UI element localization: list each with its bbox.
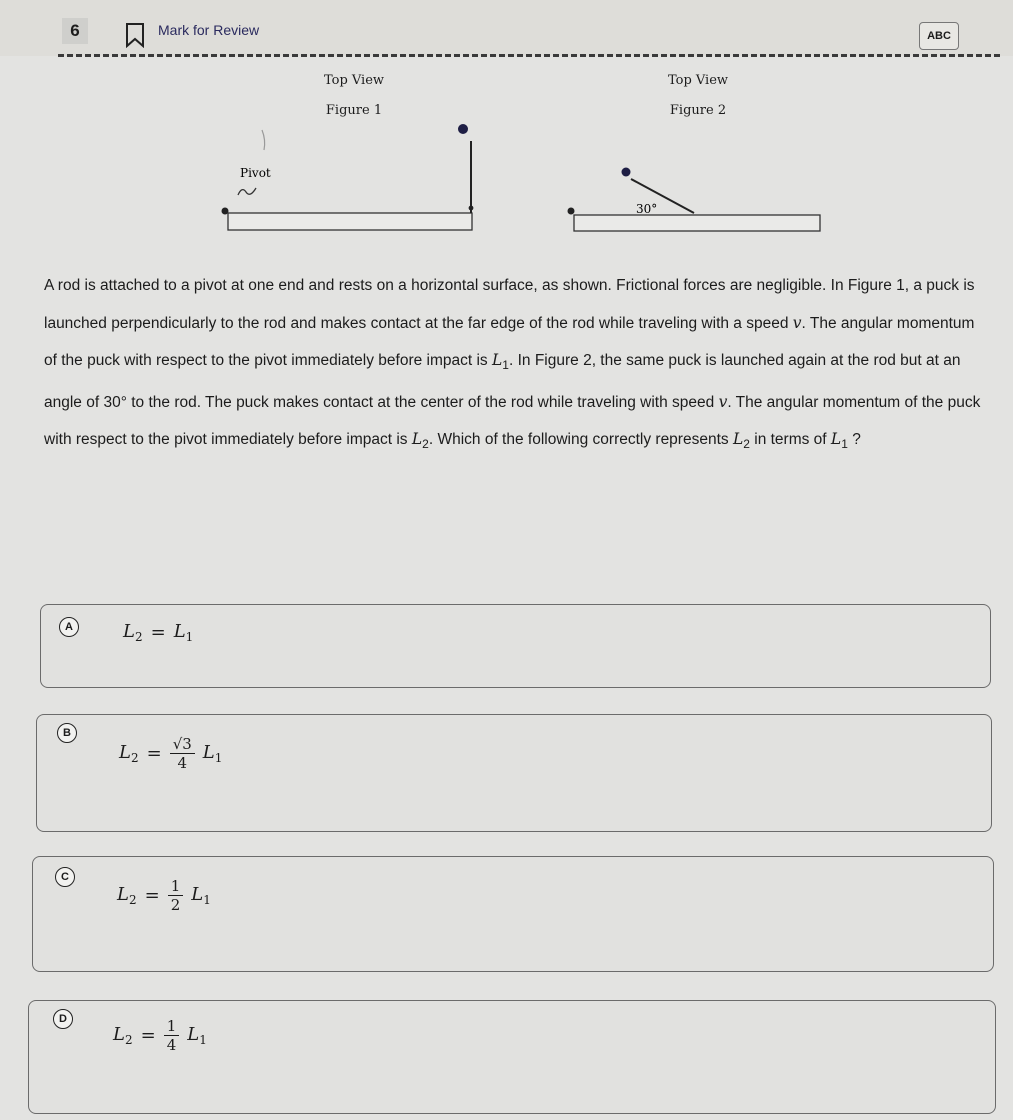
figure2-name-label: Figure 2 — [669, 103, 727, 118]
mark-for-review-label[interactable]: Mark for Review — [158, 22, 260, 38]
choice-d[interactable] — [28, 1000, 996, 1114]
choice-d-fraction: $\frac{1}{4}$ — [164, 1017, 180, 1054]
figure2-puck — [622, 168, 631, 177]
choice-c-formula: $L_2$ = $\frac{1}{2}$ $L_1$ — [117, 877, 211, 914]
figure2-pivot-point — [568, 208, 575, 215]
figure2-diagram — [568, 168, 821, 232]
figure1-rod — [228, 213, 472, 230]
figure1-puck — [458, 124, 468, 134]
abc-eliminator-button[interactable]: ABC — [919, 22, 959, 50]
angle-label: 30° — [636, 202, 658, 216]
faint-mark — [262, 130, 265, 150]
choice-c-letter[interactable]: C — [55, 867, 75, 887]
choice-b[interactable] — [36, 714, 992, 832]
figure1-diagram — [222, 124, 474, 230]
figure1-view-label: Top View — [323, 73, 385, 88]
question-text: A rod is attached to a pivot at one end and rests on a horizontal surface, as shown. Frictional forces are negligible. In Figure 1, a puck is launched perpendicularly to the rod and makes contact at the far edge of the rod while traveling with a speed v. The angular momentum of the puck with respect to the pivot immediately before impact is $L_1$. In Figure 2, the same puck is launched again at the rod but at an angle of 30° to the rod. The puck makes contact at the center of the rod while traveling with speed v. The angular momentum of the puck with respect to the pivot immediately before impact is $L_2$. Which of the following correctly represents $L_2$ in terms of $L_1$ ? — [44, 277, 981, 451]
choice-a-letter[interactable]: A — [59, 617, 79, 637]
figures-diagram — [0, 0, 1013, 260]
figure2-rod — [574, 215, 820, 231]
choice-d-letter[interactable]: D — [53, 1009, 73, 1029]
choice-b-letter[interactable]: B — [57, 723, 77, 743]
figure1-contact-point — [469, 206, 474, 211]
choice-b-formula: $L_2$ = $\frac{√3}{4}$ $L_1$ — [119, 735, 223, 772]
pivot-arrow — [238, 188, 256, 195]
choice-a[interactable] — [40, 604, 991, 688]
choice-c[interactable] — [32, 856, 994, 972]
figure2-view-label: Top View — [667, 73, 729, 88]
choice-d-formula: $L_2$ = $\frac{1}{4}$ $L_1$ — [113, 1017, 207, 1054]
pivot-label: Pivot — [240, 166, 271, 180]
choice-b-fraction: $\frac{√3}{4}$ — [170, 735, 195, 772]
question-number: 6 — [62, 18, 88, 44]
figure1-name-label: Figure 1 — [325, 103, 383, 118]
choice-a-formula: $L_2$ = $L_1$ — [123, 621, 194, 644]
choice-c-fraction: $\frac{1}{2}$ — [168, 877, 184, 914]
